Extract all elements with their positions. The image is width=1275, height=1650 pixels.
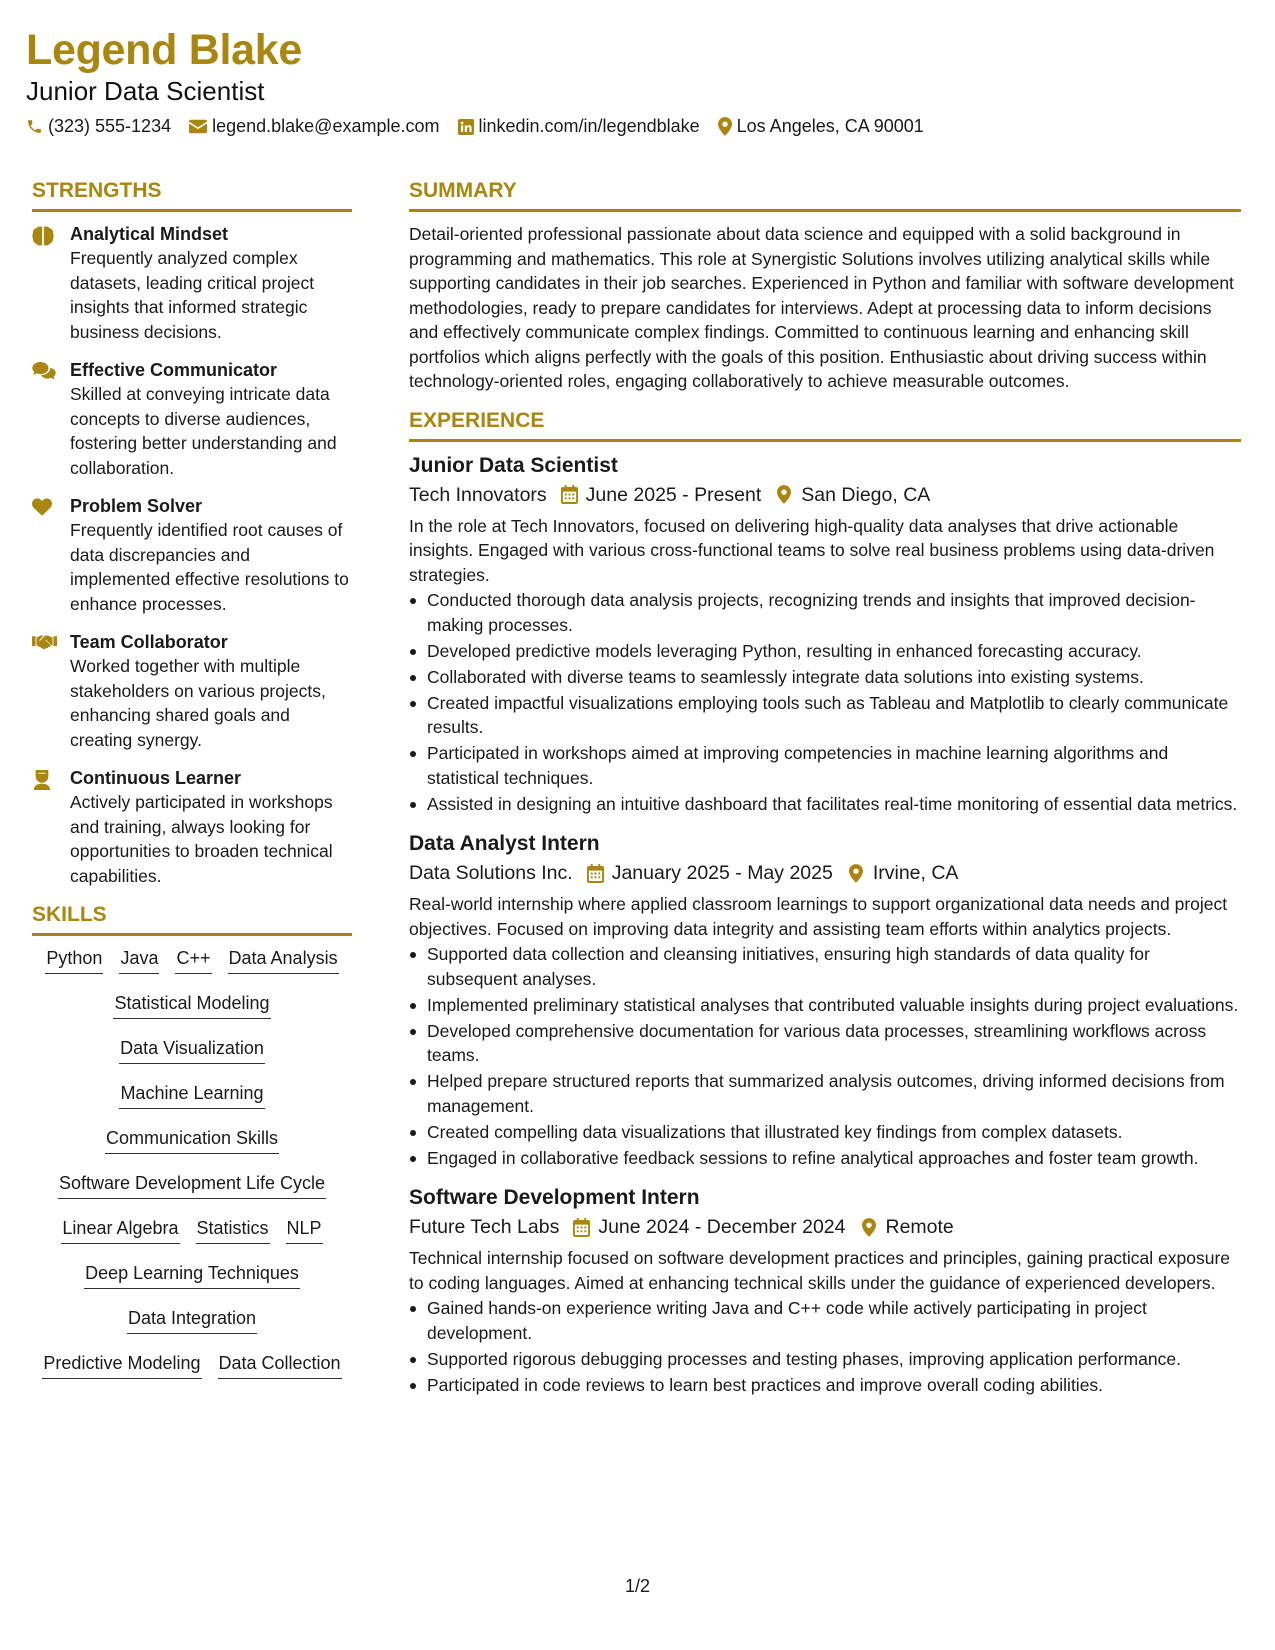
job-title: Junior Data Scientist (409, 453, 618, 477)
strength-title: Problem Solver (70, 496, 203, 516)
skill-tag: Data Visualization (119, 1036, 265, 1064)
skill-tag: Deep Learning Techniques (84, 1261, 300, 1289)
job-description: Real-world internship where applied classroom learnings to support organizational data needs and project objectives. Focused on improving data integrity and assisting team efforts within analytics projects. (409, 894, 1228, 939)
job-meta (409, 480, 1241, 510)
strength-item (32, 358, 352, 480)
job-dates: June 2025 - Present (585, 483, 762, 506)
strengths-heading: STRENGTHS (32, 178, 352, 212)
job-entry (409, 1184, 1241, 1397)
job-bullet: Created compelling data visualizations that illustrated key findings from complex datasets. (409, 1120, 1241, 1145)
summary-text: Detail-oriented professional passionate about data science and equipped with a solid background in programming and mathematics. This role at Synergistic Solutions involves utilizing analytical skills while supporting candidates in their job searches. Experienced in Python and familiar with software development methodologies, ready to prepare candidates for interviews. Adept at processing data to inform decisions and effectively communicate complex findings. Committed to continuous learning and enhancing skill portfolios which aligns perfectly with the goals of this position. Enthusiastic about driving success within technology-oriented roles, engaging collaboratively to achieve measurable outcomes. (409, 224, 1234, 391)
linkedin-icon (458, 119, 474, 135)
job-location: Irvine, CA (872, 862, 959, 884)
skill-tag: Statistical Modeling (113, 991, 270, 1019)
left-column (32, 178, 352, 1396)
skill-tag: Communication Skills (105, 1126, 279, 1154)
comments-icon (32, 362, 56, 380)
summary-heading: SUMMARY (409, 178, 1241, 212)
strength-title: Team Collaborator (70, 632, 228, 652)
graduation-cap-icon (32, 770, 52, 790)
calendar-icon (561, 485, 578, 504)
strength-title: Continuous Learner (70, 768, 242, 788)
job-bullet: Helped prepare structured reports that summarized analysis outcomes, driving informed decisions from management. (409, 1069, 1241, 1118)
job-bullet: Gained hands-on experience writing Java and C++ code while actively participating in project development. (409, 1296, 1241, 1345)
skill-tag: Python (45, 946, 103, 974)
contact-phone (26, 116, 171, 137)
job-bullet: Supported rigorous debugging processes and testing phases, improving application performance. (409, 1347, 1241, 1372)
strength-desc: Frequently analyzed complex datasets, leading critical project insights that informed strategic business decisions. (70, 248, 315, 342)
skill-tag: C++ (175, 946, 211, 974)
job-entry (409, 830, 1241, 1170)
job-entry (409, 452, 1241, 817)
candidate-name: Legend Blake (26, 26, 302, 74)
strength-desc: Actively participated in workshops and training, always looking for opportunities to broaden technical capabilities. (70, 792, 333, 886)
phone-icon (26, 118, 43, 135)
strength-item (32, 494, 352, 616)
job-bullets (409, 942, 1241, 1170)
job-description: In the role at Tech Innovators, focused on delivering high-quality data analyses that drive actionable insights. Engaged with various cross-functional teams to solve real business problems using data-driven strategies. (409, 515, 1215, 585)
job-dates: June 2024 - December 2024 (598, 1216, 846, 1238)
job-bullet: Assisted in designing an intuitive dashboard that facilitates real-time monitoring of essential data metrics. (409, 792, 1241, 817)
contact-linkedin[interactable] (458, 116, 700, 137)
job-dates: January 2025 - May 2025 (611, 862, 833, 884)
skill-tag: Software Development Life Cycle (58, 1171, 326, 1199)
resume-header (26, 24, 1249, 137)
job-bullets (409, 1296, 1241, 1397)
handshake-icon (32, 634, 57, 651)
strength-item (32, 766, 352, 888)
job-meta (409, 858, 1241, 888)
job-bullet: Created impactful visualizations employing tools such as Tableau and Matplotlib to clearly communicate results. (409, 691, 1241, 740)
job-location: Remote (885, 1216, 954, 1238)
job-location: San Diego, CA (801, 483, 931, 506)
skill-tag: Data Collection (218, 1351, 342, 1379)
job-bullet: Developed predictive models leveraging Python, resulting in enhanced forecasting accuracy. (409, 639, 1241, 664)
location-text: Los Angeles, CA 90001 (736, 116, 924, 136)
strength-item (32, 630, 352, 752)
strength-desc: Skilled at conveying intricate data concepts to diverse audiences, fostering better understanding and collaboration. (70, 384, 337, 478)
skill-tag: Data Integration (127, 1306, 257, 1334)
map-pin-icon (777, 485, 791, 504)
skills-heading: SKILLS (32, 902, 352, 936)
map-pin-icon (849, 864, 863, 883)
experience-heading: EXPERIENCE (409, 408, 1241, 442)
skill-tag: Predictive Modeling (42, 1351, 201, 1379)
skill-tag: Data Analysis (228, 946, 339, 974)
job-bullet: Developed comprehensive documentation for various data processes, streamlining workflows across teams. (409, 1019, 1241, 1068)
candidate-title: Junior Data Scientist (26, 76, 265, 106)
email-text[interactable]: legend.blake@example.com (212, 116, 440, 136)
job-bullet: Participated in code reviews to learn best practices and improve overall coding abilities. (409, 1373, 1241, 1398)
envelope-icon (189, 119, 207, 134)
job-bullet: Participated in workshops aimed at improving competencies in machine learning algorithms and statistical techniques. (409, 741, 1241, 790)
strength-desc: Frequently identified root causes of data discrepancies and implemented effective resolutions to enhance processes. (70, 520, 349, 614)
job-description: Technical internship focused on software development practices and principles, gaining practical exposure to coding languages. Aimed at enhancing technical skills under the guidance of experienced developers. (409, 1248, 1231, 1293)
job-title: Software Development Intern (409, 1186, 700, 1209)
phone-text: (323) 555-1234 (48, 116, 172, 136)
job-meta (409, 1212, 1241, 1242)
job-bullet: Engaged in collaborative feedback sessions to refine analytical approaches and foster team growth. (409, 1146, 1241, 1171)
job-company: Tech Innovators (409, 483, 547, 506)
calendar-icon (573, 1218, 590, 1237)
skill-tag: Machine Learning (119, 1081, 264, 1109)
skills-list (32, 946, 352, 1396)
job-title: Data Analyst Intern (409, 832, 600, 855)
right-column (409, 178, 1241, 1411)
job-bullet: Conducted thorough data analysis projects, recognizing trends and insights that improved decision-making processes. (409, 588, 1241, 637)
heart-icon (32, 498, 52, 516)
strength-title: Analytical Mindset (70, 224, 229, 244)
calendar-icon (587, 864, 604, 883)
job-bullet: Collaborated with diverse teams to seamlessly integrate data solutions into existing systems. (409, 665, 1241, 690)
job-company: Future Tech Labs (409, 1216, 560, 1238)
job-bullet: Implemented preliminary statistical analyses that contributed valuable insights during project evaluations. (409, 993, 1241, 1018)
skill-tag: Linear Algebra (61, 1216, 179, 1244)
contact-bar (26, 116, 1249, 137)
strength-title: Effective Communicator (70, 360, 278, 380)
job-bullet: Supported data collection and cleansing initiatives, ensuring high standards of data quality for subsequent analyses. (409, 942, 1241, 991)
map-pin-icon (718, 117, 732, 136)
linkedin-text[interactable]: linkedin.com/in/legendblake (478, 116, 700, 136)
skill-tag: Statistics (196, 1216, 270, 1244)
page-number: 1/2 (624, 1576, 651, 1596)
strength-item (32, 222, 352, 344)
job-bullets (409, 588, 1241, 816)
brain-icon (32, 226, 54, 246)
contact-email[interactable] (189, 116, 439, 137)
job-company: Data Solutions Inc. (409, 862, 573, 884)
skill-tag: NLP (286, 1216, 323, 1244)
skill-tag: Java (119, 946, 159, 974)
strength-desc: Worked together with multiple stakeholders on various projects, enhancing shared goals and creating synergy. (70, 656, 326, 750)
contact-location (718, 116, 924, 137)
map-pin-icon (862, 1218, 876, 1237)
